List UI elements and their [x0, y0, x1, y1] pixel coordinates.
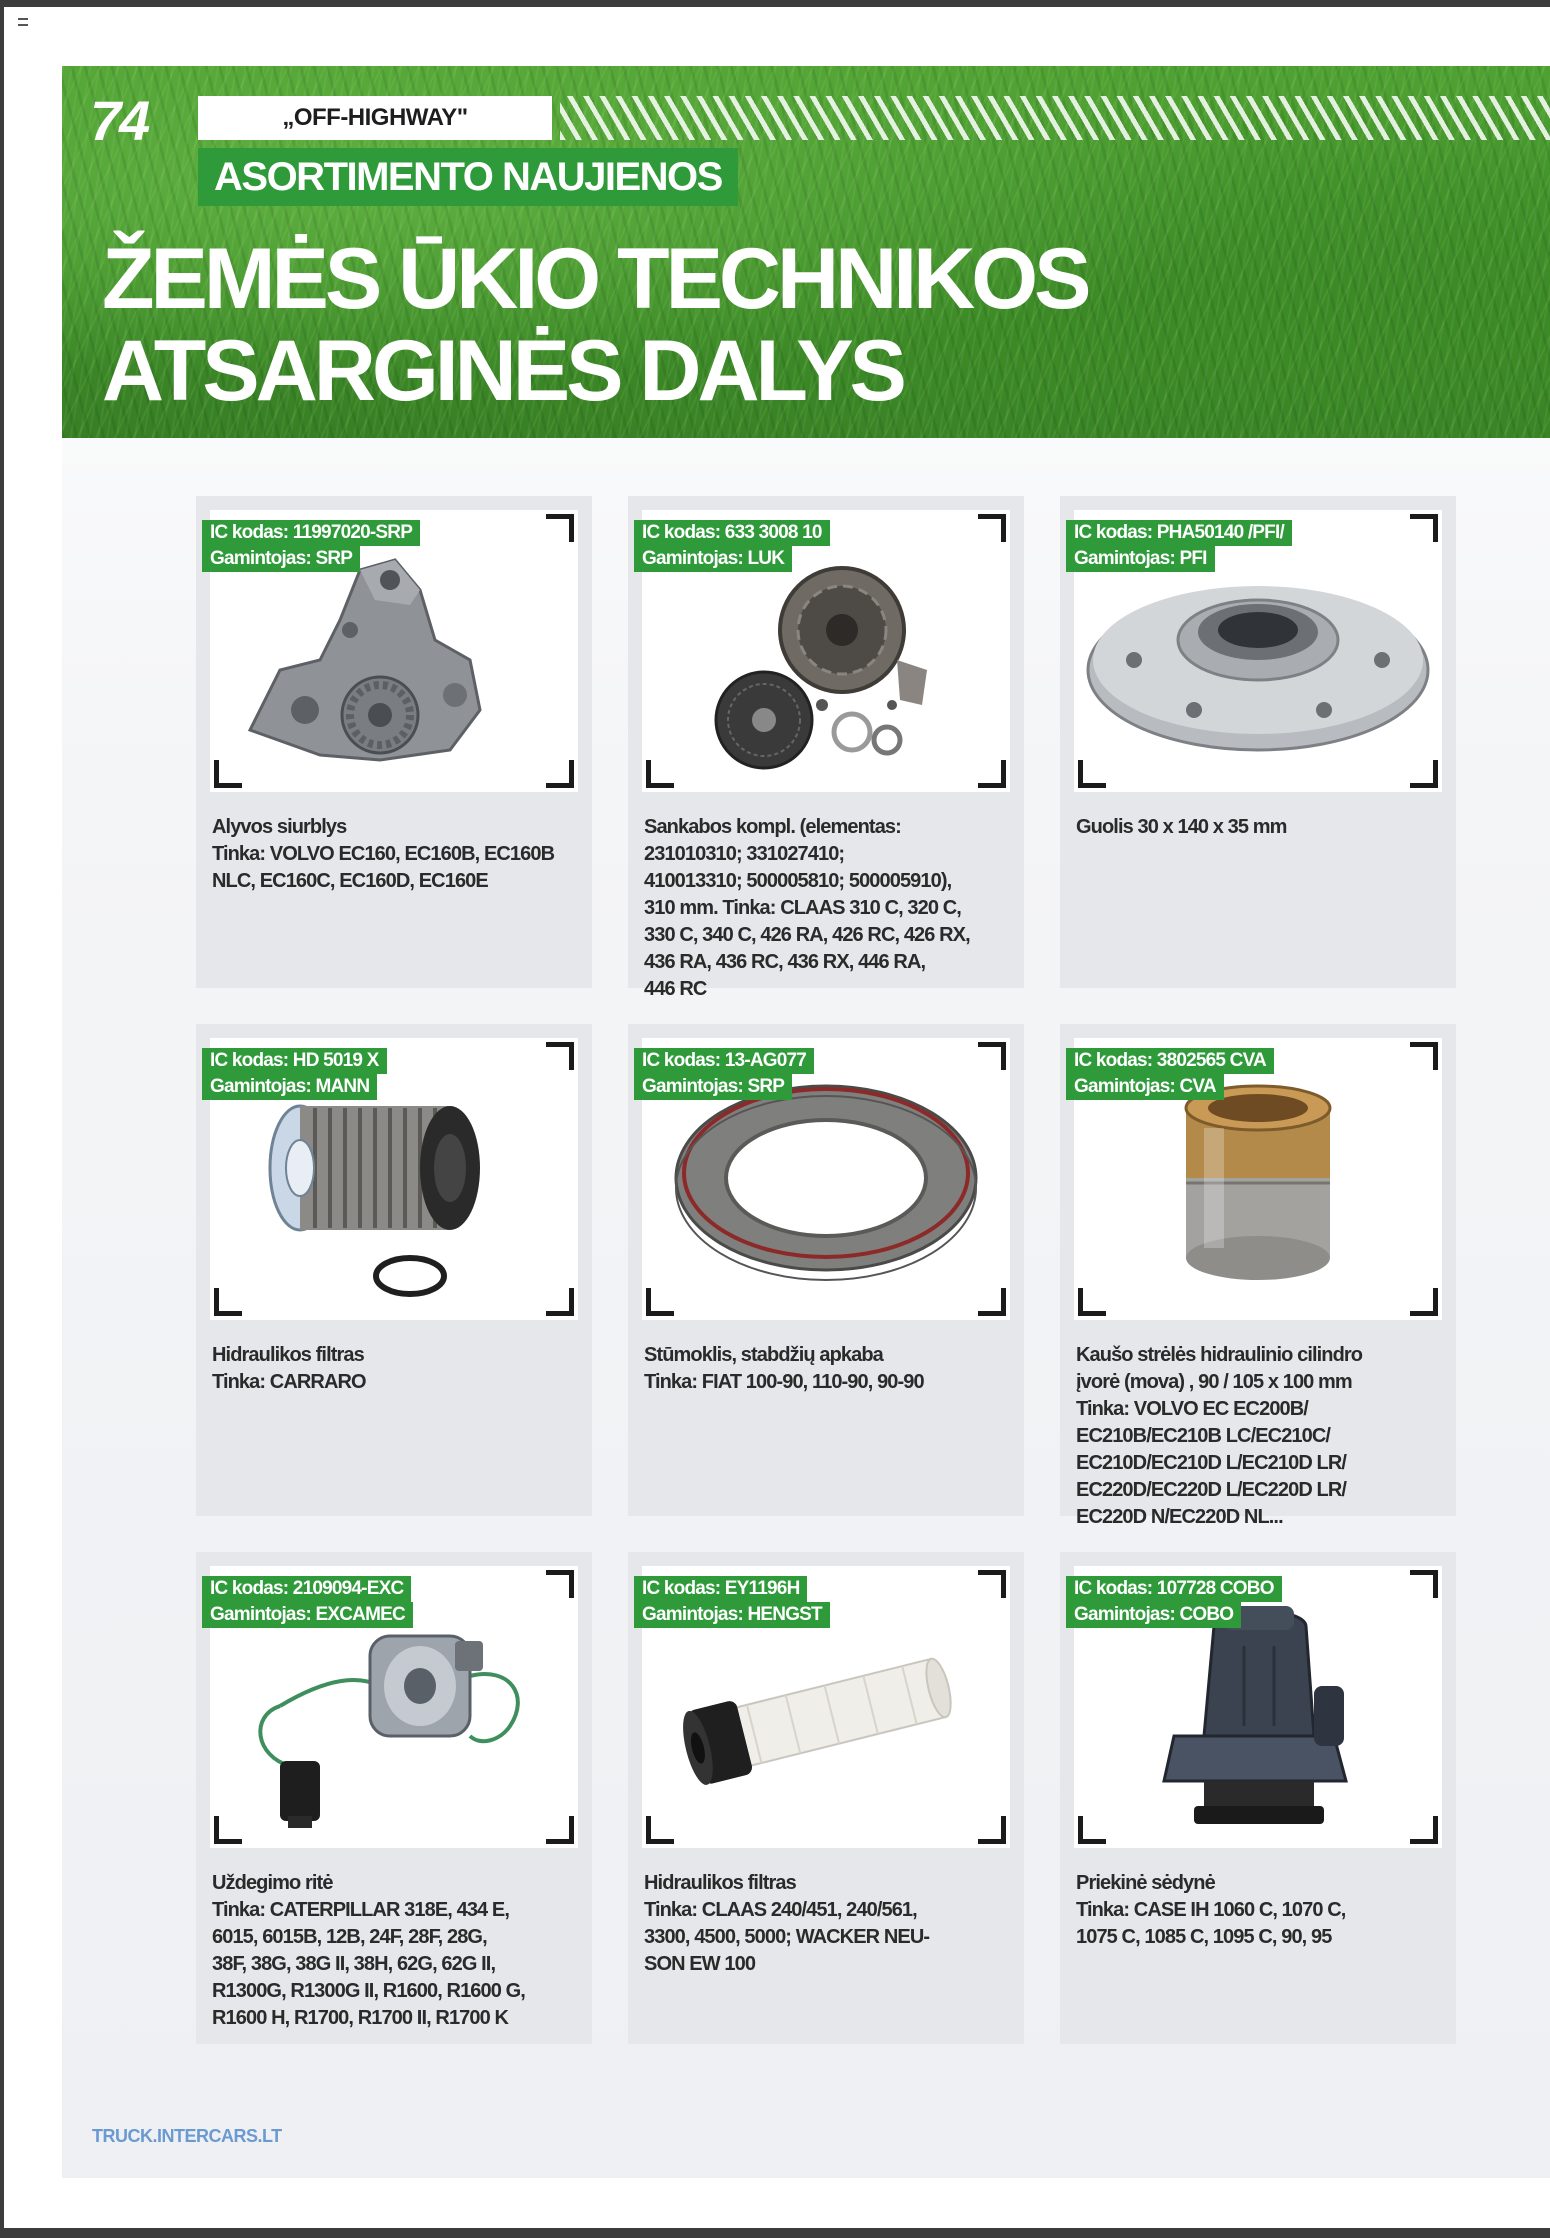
frame-corner [546, 760, 574, 788]
description-line: Tinka: VOLVO EC160, EC160B, EC160B [212, 843, 555, 865]
product-code-tag: IC kodas: 633 3008 10 [634, 520, 830, 546]
description-line: SON EW 100 [644, 1953, 756, 1975]
product-description [1076, 1870, 1448, 1951]
product-card[interactable] [196, 496, 592, 988]
catalog-page [62, 66, 1550, 2178]
product-description [644, 814, 1016, 1003]
description-line: 410013310; 500005810; 500005910), [644, 870, 952, 892]
product-code-tag: IC kodas: 3802565 CVA [1066, 1048, 1274, 1074]
description-line: Alyvos siurblys [212, 816, 347, 838]
description-line: Tinka: VOLVO EC EC200B/ [1076, 1398, 1308, 1420]
frame-corner [646, 760, 674, 788]
page-title-line-1: ŽEMĖS ŪKIO TECHNIKOS [102, 231, 1088, 327]
frame-corner [978, 760, 1006, 788]
frame-corner [978, 1816, 1006, 1844]
product-card[interactable] [1060, 1024, 1456, 1528]
product-code-tag: IC kodas: PHA50140 /PFI/ [1066, 520, 1292, 546]
description-line: 310 mm. Tinka: CLAAS 310 C, 320 C, [644, 897, 961, 919]
frame-corner [1410, 514, 1438, 542]
product-maker-tag: Gamintojas: CVA [1066, 1074, 1224, 1100]
product-maker-tag: Gamintojas: SRP [202, 546, 360, 572]
frame-corner [1078, 1288, 1106, 1316]
product-image-area [210, 1566, 578, 1848]
frame-corner [646, 1816, 674, 1844]
description-line: EC210B/EC210B LC/EC210C/ [1076, 1425, 1331, 1447]
product-card[interactable] [628, 1024, 1024, 1516]
product-image-area [210, 510, 578, 792]
description-line: Sankabos kompl. (elementas: [644, 816, 901, 838]
viewer-left-edge [0, 0, 4, 2238]
description-line: 6015, 6015B, 12B, 24F, 28F, 28G, [212, 1926, 487, 1948]
description-line: Priekinė sėdynė [1076, 1872, 1215, 1894]
category-box [198, 96, 552, 140]
product-image-area [1074, 1566, 1442, 1848]
frame-corner [646, 1288, 674, 1316]
frame-corner [1410, 760, 1438, 788]
product-image-area [642, 1566, 1010, 1848]
frame-corner [1410, 1042, 1438, 1070]
frame-corner [978, 1570, 1006, 1598]
description-line: Kaušo strėlės hidraulinio cilindro [1076, 1344, 1363, 1366]
decorative-stripes [560, 96, 1550, 140]
frame-corner [546, 1042, 574, 1070]
product-image-area [642, 1038, 1010, 1320]
description-line: 3300, 4500, 5000; WACKER NEU- [644, 1926, 930, 1948]
description-line: įvorė (mova) , 90 / 105 x 100 mm [1076, 1371, 1352, 1393]
product-card[interactable] [628, 1552, 1024, 2044]
frame-corner [978, 1288, 1006, 1316]
description-line: Tinka: CARRARO [212, 1371, 366, 1393]
description-line: 1075 C, 1085 C, 1095 C, 90, 95 [1076, 1926, 1332, 1948]
description-line: R1600 H, R1700, R1700 II, R1700 K [212, 2007, 509, 2029]
product-description [1076, 814, 1448, 841]
description-line: 436 RA, 436 RC, 436 RX, 446 RA, [644, 951, 926, 973]
product-maker-tag: Gamintojas: COBO [1066, 1602, 1241, 1628]
product-description [1076, 1342, 1448, 1531]
description-line: Uždegimo ritė [212, 1872, 333, 1894]
product-image-area [1074, 1038, 1442, 1320]
product-description [212, 814, 584, 895]
product-card[interactable] [628, 496, 1024, 1000]
product-image-area [210, 1038, 578, 1320]
description-line: EC220D N/EC220D NL... [1076, 1506, 1283, 1528]
frame-corner [1078, 760, 1106, 788]
frame-corner [978, 514, 1006, 542]
frame-corner [1410, 1288, 1438, 1316]
viewer-top-bar [0, 0, 1550, 7]
frame-corner [214, 760, 242, 788]
description-line: EC220D/EC220D L/EC220D LR/ [1076, 1479, 1347, 1501]
header-banner [62, 66, 1550, 438]
page-number: 74 [90, 89, 149, 152]
product-maker-tag: Gamintojas: MANN [202, 1074, 377, 1100]
frame-corner [1078, 1816, 1106, 1844]
product-code-tag: IC kodas: 107728 COBO [1066, 1576, 1282, 1602]
product-description [212, 1870, 584, 2032]
product-maker-tag: Gamintojas: SRP [634, 1074, 792, 1100]
product-card[interactable] [196, 1552, 592, 2044]
frame-corner [1410, 1816, 1438, 1844]
description-line: EC210D/EC210D L/EC210D LR/ [1076, 1452, 1347, 1474]
description-line: Hidraulikos filtras [644, 1872, 796, 1894]
product-maker-tag: Gamintojas: EXCAMEC [202, 1602, 413, 1628]
description-line: 231010310; 331027410; [644, 843, 845, 865]
frame-corner [1410, 1570, 1438, 1598]
website-link[interactable]: TRUCK.INTERCARS.LT [92, 2126, 282, 2146]
description-line: Tinka: CATERPILLAR 318E, 434 E, [212, 1899, 510, 1921]
description-line: Tinka: CASE IH 1060 C, 1070 C, [1076, 1899, 1346, 1921]
description-line: 38F, 38G, 38G II, 38H, 62G, 62G II, [212, 1953, 496, 1975]
frame-corner [214, 1288, 242, 1316]
product-maker-tag: Gamintojas: PFI [1066, 546, 1215, 572]
product-description [644, 1870, 1016, 1978]
subtitle-box [198, 148, 738, 206]
frame-corner [546, 514, 574, 542]
product-description [212, 1342, 584, 1396]
product-image-area [1074, 510, 1442, 792]
description-line: Tinka: FIAT 100-90, 110-90, 90-90 [644, 1371, 924, 1393]
frame-corner [214, 1816, 242, 1844]
product-code-tag: IC kodas: 11997020-SRP [202, 520, 420, 546]
product-maker-tag: Gamintojas: LUK [634, 546, 792, 572]
frame-corner [546, 1816, 574, 1844]
product-code-tag: IC kodas: EY1196H [634, 1576, 807, 1602]
product-code-tag: IC kodas: 13-AG077 [634, 1048, 814, 1074]
category-label: „OFF-HIGHWAY" [282, 104, 468, 131]
description-line: Tinka: CLAAS 240/451, 240/561, [644, 1899, 917, 1921]
page-title-line-2: ATSARGINĖS DALYS [102, 323, 903, 419]
frame-corner [546, 1570, 574, 1598]
product-description [644, 1342, 1016, 1396]
product-card[interactable] [1060, 1552, 1456, 2044]
product-maker-tag: Gamintojas: HENGST [634, 1602, 830, 1628]
subtitle: ASORTIMENTO NAUJIENOS [214, 154, 722, 199]
description-line: Stūmoklis, stabdžių apkaba [644, 1344, 883, 1366]
description-line: 330 C, 340 C, 426 RA, 426 RC, 426 RX, [644, 924, 970, 946]
product-card[interactable] [196, 1024, 592, 1516]
description-line: Hidraulikos filtras [212, 1344, 364, 1366]
product-code-tag: IC kodas: HD 5019 X [202, 1048, 387, 1074]
product-card[interactable] [1060, 496, 1456, 988]
viewer-bottom-bar [0, 2228, 1550, 2238]
frame-corner [978, 1042, 1006, 1070]
product-image-area [642, 510, 1010, 792]
menu-icon[interactable] [18, 18, 28, 26]
description-line: 446 RC [644, 978, 707, 1000]
product-code-tag: IC kodas: 2109094-EXC [202, 1576, 411, 1602]
frame-corner [546, 1288, 574, 1316]
description-line: Guolis 30 x 140 x 35 mm [1076, 816, 1287, 838]
description-line: NLC, EC160C, EC160D, EC160E [212, 870, 488, 892]
description-line: R1300G, R1300G II, R1600, R1600 G, [212, 1980, 525, 2002]
